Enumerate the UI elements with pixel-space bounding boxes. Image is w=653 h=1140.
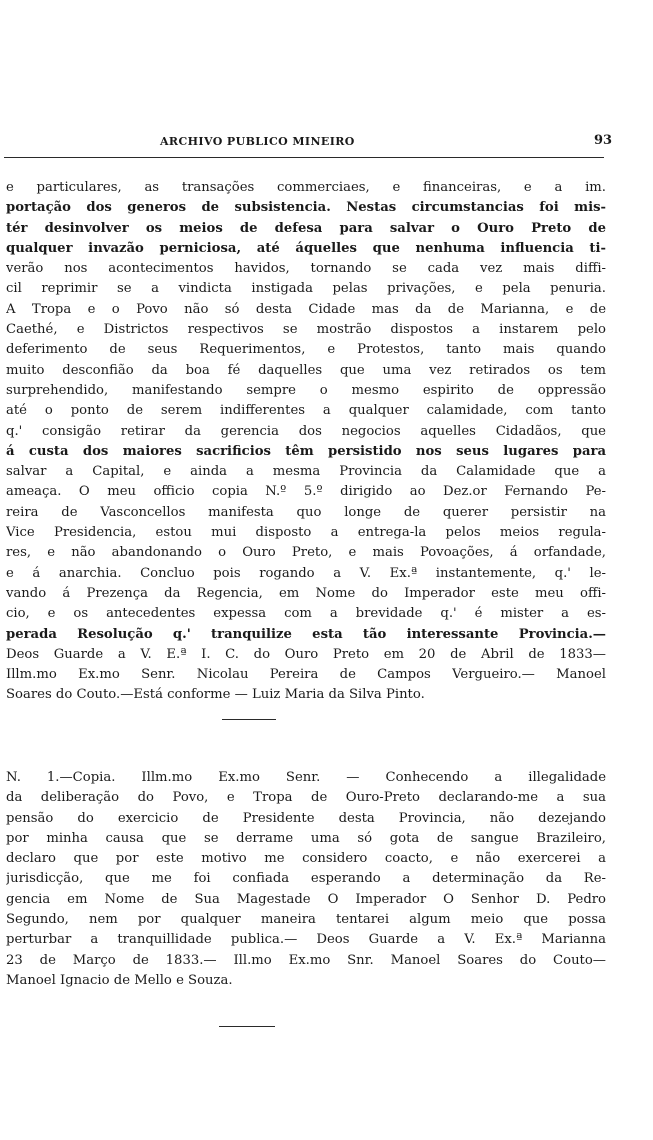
text-line: portação dos generos de subsistencia. Nestas circumstancias foi mis- [6, 200, 606, 216]
text-line: tér desinvolver os meios de defesa para salvar o Ouro Preto de [6, 220, 606, 236]
text-line: pensão do exercicio de Presidente desta Provincia, não dezejando [6, 810, 606, 826]
text-line: qualquer invazão perniciosa, até áquelles que nenhuma influencia ti- [6, 240, 606, 256]
text-line: Illm.mo Ex.mo Senr. Nicolau Pereira de Campos Vergueiro.— Manoel [6, 667, 606, 683]
text-line: q.' consigão retirar da gerencia dos negocios aquelles Cidadãos, que [6, 423, 606, 439]
text-line: Vice Presidencia, estou mui disposto a entrega-la pelos meios regula- [6, 525, 606, 541]
page-number: 93 [594, 133, 613, 148]
text-line: muito desconfião da boa fé daquelles que uma vez retirados os tem [6, 362, 606, 378]
text-line: Caethé, e Districtos respectivos se mostrão dispostos a instarem pelo [6, 322, 606, 338]
text-line: Manoel Ignacio de Mello e Souza. [6, 972, 233, 988]
text-line: Segundo, nem por qualquer maneira tentarei algum meio que possa [6, 912, 606, 928]
text-line: cil reprimir se a vindicta instigada pelas privações, e pela penuria. [6, 281, 606, 297]
text-line: e á anarchia. Concluo pois rogando a V. Ex.ª instantemente, q.' le- [6, 565, 606, 581]
paragraph-2 [6, 768, 606, 991]
text-line: vando á Prezença da Regencia, em Nome do Imperador este meu offi- [6, 585, 606, 601]
text-line: gencia em Nome de Sua Magestade O Imperador O Senhor D. Pedro [6, 891, 606, 907]
header-rule [4, 157, 604, 158]
text-line: cio, e os antecedentes expessa com a brevidade q.' é mister a es- [6, 606, 606, 622]
paragraph-1 [6, 178, 606, 706]
text-line: ameaça. O meu officio copia N.º 5.º dirigido ao Dez.or Fernando Pe- [6, 484, 606, 500]
text-line: da deliberação do Povo, e Tropa de Ouro-Preto declarando-me a sua [6, 790, 606, 806]
text-line: jurisdicção, que me foi confiada esperando a determinação da Re- [6, 871, 606, 887]
separator-rule [219, 1026, 275, 1027]
text-line: N. 1.—Copia. Illm.mo Ex.mo Senr. — Conhecendo a illegalidade [6, 770, 606, 785]
text-line: verão nos acontecimentos havidos, tornando se cada vez mais diffi- [6, 261, 606, 277]
text-line: 23 de Março de 1833.— Ill.mo Ex.mo Snr. Manoel Soares do Couto— [6, 952, 606, 968]
text-line: perturbar a tranquillidade publica.— Deos Guarde a V. Ex.ª Marianna [6, 932, 606, 948]
separator-rule [222, 719, 276, 720]
running-head [0, 133, 653, 153]
text-line: perada Resolução q.' tranquilize esta tão interessante Provincia.— [6, 626, 606, 642]
text-line: até o ponto de serem indifferentes a qualquer calamidade, com tanto [6, 403, 606, 419]
text-line: res, e não abandonando o Ouro Preto, e mais Povoações, á orfandade, [6, 545, 606, 561]
text-line: A Tropa e o Povo não só desta Cidade mas da de Marianna, e de [6, 301, 606, 317]
text-line: á custa dos maiores sacrificios têm persistido nos seus lugares para [6, 443, 606, 459]
text-line: por minha causa que se derrame uma só gota de sangue Brazileiro, [6, 830, 606, 846]
text-line: Deos Guarde a V. E.ª I. C. do Ouro Preto em 20 de Abril de 1833— [6, 646, 606, 662]
text-line: surprehendido, manifestando sempre o mesmo espirito de oppressão [6, 382, 606, 398]
text-line: Soares do Couto.—Está conforme — Luiz Maria da Silva Pinto. [6, 687, 425, 703]
text-line: declaro que por este motivo me considero coacto, e não exercerei a [6, 851, 606, 867]
running-title: ARCHIVO PUBLICO MINEIRO [160, 135, 355, 148]
text-line: salvar a Capital, e ainda a mesma Provincia da Calamidade que a [6, 464, 606, 480]
text-line: deferimento de seus Requerimentos, e Protestos, tanto mais quando [6, 342, 606, 358]
text-line: e particulares, as transações commerciaes, e financeiras, e a im. [6, 180, 606, 195]
text-line: reira de Vasconcellos manifesta quo longe de querer persistir na [6, 504, 606, 520]
